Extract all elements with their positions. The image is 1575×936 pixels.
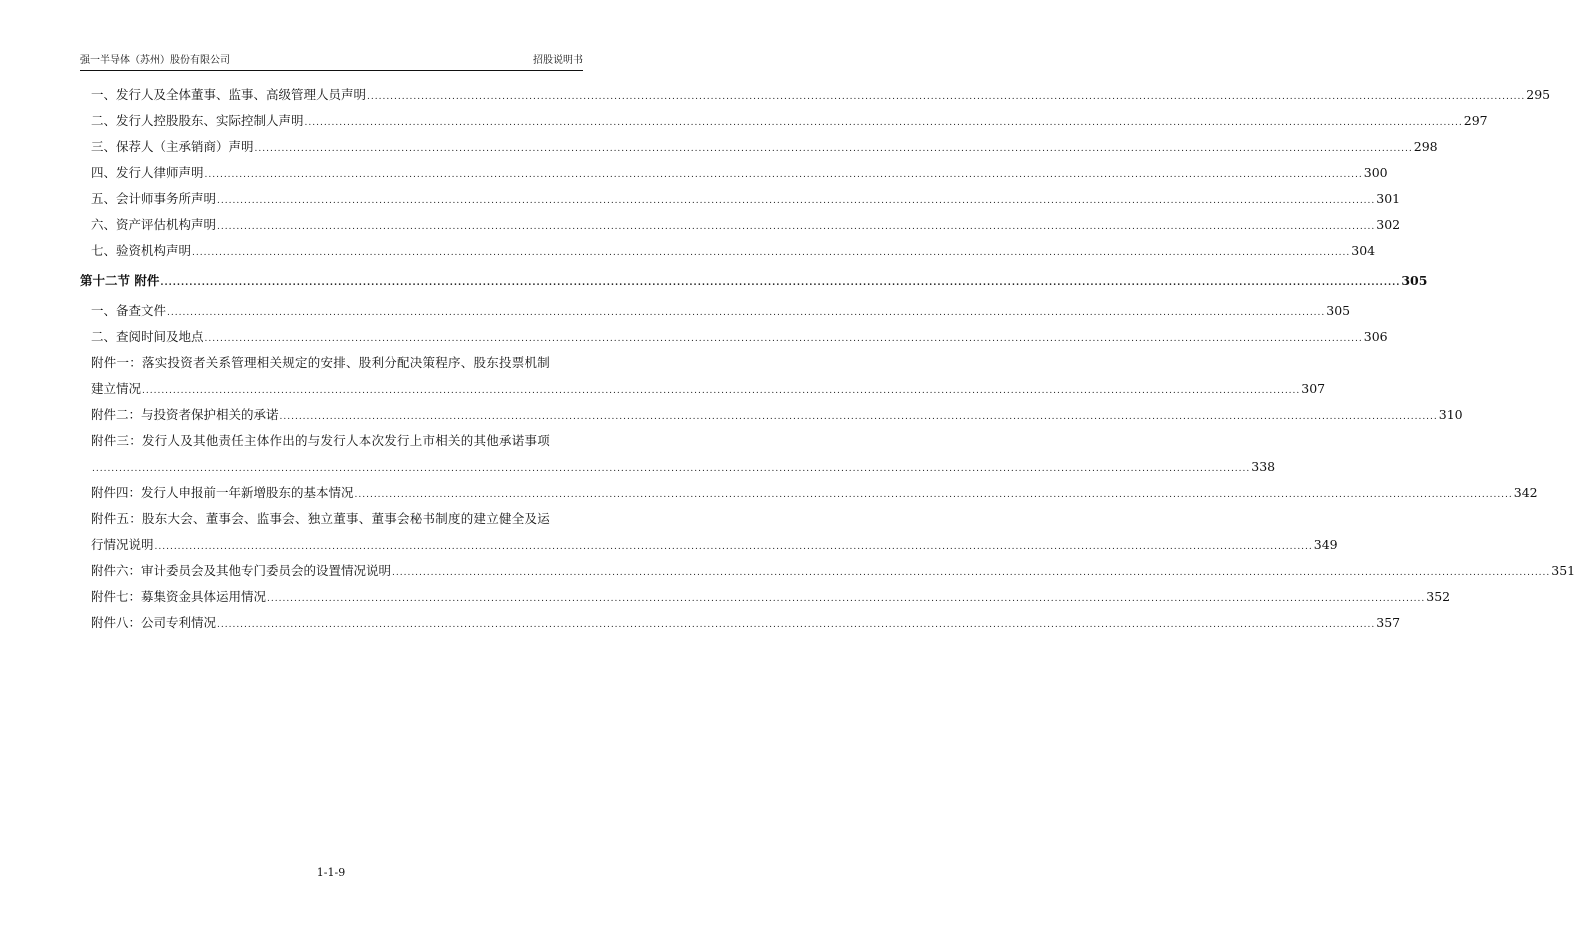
toc-entry-page: 306 [1363,329,1388,344]
toc-entry-reference-documents[interactable] [80,298,1351,324]
toc-entry-title: 一、备查文件 [91,303,167,318]
toc-entry-attachment-5[interactable] [80,532,1338,558]
toc-entry-sponsor-statement[interactable] [80,134,1438,160]
leader-dots: ............................................................................................................................................................................................................................................................................................................ [392,568,1551,578]
leader-dots: ............................................................................................................................................................................................................................................................................................................ [204,334,1363,344]
toc-entry-controller-statement[interactable] [80,108,1488,134]
toc-entry-page: 338 [1251,459,1276,474]
leader-dots: ............................................................................................................................................................................................................................................................................................................ [92,464,1251,474]
toc-entry-attachment-1[interactable] [80,376,1326,402]
toc-entry-page: 304 [1351,243,1376,258]
toc-entry-page: 352 [1426,589,1451,604]
toc-entry-attachment-8[interactable] [80,610,1401,636]
toc-entry-title: 一、发行人及全体董事、监事、高级管理人员声明 [91,87,367,102]
toc-entry-page: 298 [1413,139,1438,154]
toc-entry-attachment-7[interactable] [80,584,1451,610]
toc-entry-page: 357 [1376,615,1401,630]
leader-dots: ............................................................................................................................................................................................................................................................................................................ [217,222,1376,232]
toc-entry-title: 附件八：公司专利情况 [91,615,217,630]
leader-dots: ............................................................................................................................................................................................................................................................................................................ [304,118,1463,128]
header-rule [80,70,583,71]
toc-entry-title: 七、验资机构声明 [91,243,192,258]
toc-entry-lawyer-statement[interactable] [80,160,1388,186]
toc-entry-review-time-location[interactable] [80,324,1388,350]
toc-entry-capital-verification-statement[interactable] [80,238,1376,264]
leader-dots: ............................................................................................................................................................................................................................................................................................................ [167,308,1326,318]
toc-entry-page: 349 [1313,537,1338,552]
toc-section-appendix[interactable] [80,268,1428,294]
toc-entry-title: 建立情况 [91,381,142,396]
toc-entry-page: 297 [1463,113,1488,128]
toc-entry-title: 附件六：审计委员会及其他专门委员会的设置情况说明 [91,563,392,578]
toc-entry-page: 305 [1326,303,1351,318]
leader-dots: ............................................................................................................................................................................................................................................................................................................ [217,196,1376,206]
document-type: 招股说明书 [533,55,583,66]
toc-entry-attachment-1-line1[interactable]: 附件一：落实投资者关系管理相关规定的安排、股利分配决策程序、股东投票机制 [91,355,551,370]
toc-entry-page: 307 [1301,381,1326,396]
toc-entry-page: 310 [1438,407,1463,422]
leader-dots: ............................................................................................................................................................................................................................................................................................................ [142,386,1301,396]
toc-entry-attachment-5-line1[interactable]: 附件五：股东大会、董事会、监事会、独立董事、董事会秘书制度的建立健全及运 [91,511,551,526]
leader-dots: ............................................................................................................................................................................................................................................................................................................ [217,620,1376,630]
toc-entry-title: 二、发行人控股股东、实际控制人声明 [91,113,304,128]
toc-entry-attachment-6[interactable] [80,558,1575,584]
toc-entry-title: 附件四：发行人申报前一年新增股东的基本情况 [91,485,354,500]
leader-dots: ............................................................................................................................................................................................................................................................................................................ [154,542,1313,552]
toc-entry-page: 342 [1513,485,1538,500]
toc-entry-attachment-3[interactable] [80,454,1276,480]
toc-entry-page: 302 [1376,217,1401,232]
toc-entry-title: 五、会计师事务所声明 [91,191,217,206]
toc-entry-title: 二、查阅时间及地点 [91,329,204,344]
toc-entry-attachment-2[interactable] [80,402,1463,428]
leader-dots: ............................................................................................................................................................................................................................................................................................................ [254,144,1413,154]
table-of-contents [80,82,1575,636]
toc-entry-page: 300 [1363,165,1388,180]
toc-entry-attachment-4[interactable] [80,480,1538,506]
page-number: 1-1-9 [316,866,346,879]
leader-dots: ............................................................................................................................................................................................................................................................................................................ [267,594,1426,604]
toc-section-page: 305 [1401,273,1428,288]
leader-dots: ............................................................................................................................................................................................................................................................................................................ [354,490,1513,500]
toc-entry-title: 附件二：与投资者保护相关的承诺 [91,407,279,422]
leader-dots: ............................................................................................................................................................................................................................................................................................................ [204,170,1363,180]
toc-entry-title: 行情况说明 [91,537,154,552]
toc-entry-appraiser-statement[interactable] [80,212,1401,238]
leader-dots: ............................................................................................................................................................................................................................................................................................................ [367,92,1526,102]
toc-section-title: 第十二节 附件 [80,273,160,288]
toc-entry-page: 295 [1526,87,1551,102]
leader-dots: ............................................................................................................................................................................................................................................................................................................ [160,278,1401,288]
toc-entry-title: 附件七：募集资金具体运用情况 [91,589,267,604]
toc-entry-page: 301 [1376,191,1401,206]
toc-entry-page: 351 [1551,563,1575,578]
toc-entry-title: 六、资产评估机构声明 [91,217,217,232]
toc-entry-title: 四、发行人律师声明 [91,165,204,180]
leader-dots: ............................................................................................................................................................................................................................................................................................................ [192,248,1351,258]
toc-entry-title: 三、保荐人（主承销商）声明 [91,139,254,154]
leader-dots: ............................................................................................................................................................................................................................................................................................................ [279,412,1438,422]
company-name: 强一半导体（苏州）股份有限公司 [80,55,230,66]
toc-entry-issuer-statement[interactable] [80,82,1551,108]
toc-entry-accountant-statement[interactable] [80,186,1401,212]
toc-entry-attachment-3-line1[interactable]: 附件三：发行人及其他责任主体作出的与发行人本次发行上市相关的其他承诺事项 [91,433,551,448]
